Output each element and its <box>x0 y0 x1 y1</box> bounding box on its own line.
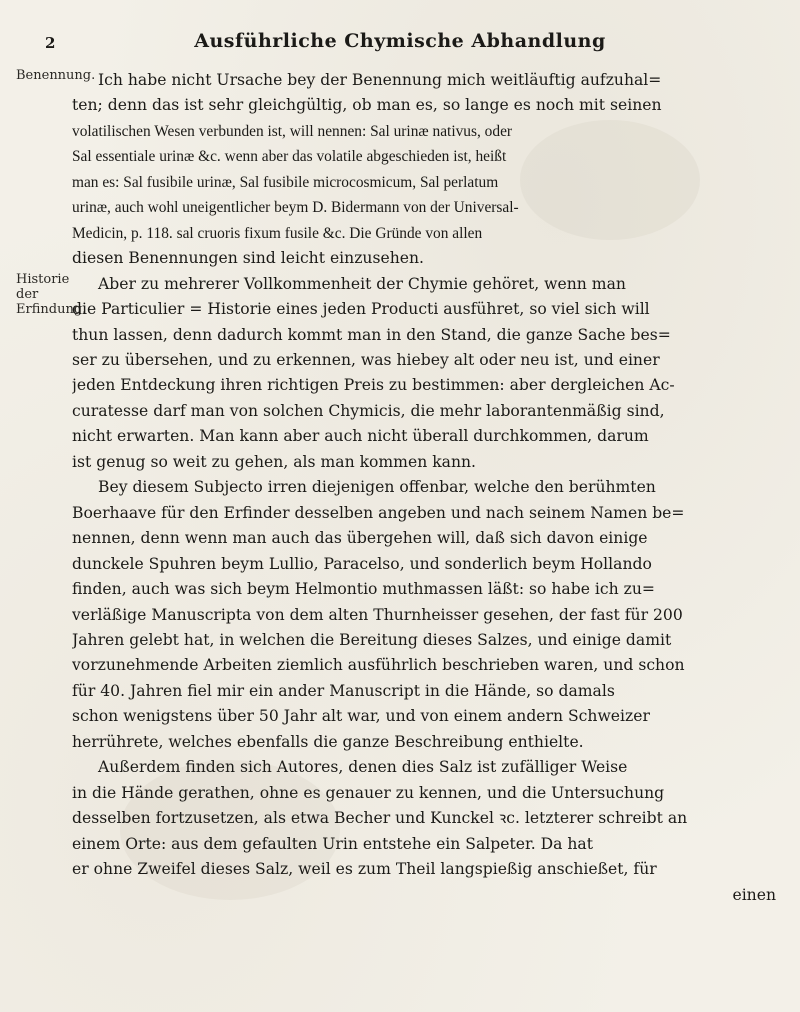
text-line: einem Orte: aus dem gefaulten Urin entstehe ein Salpeter. Da hat <box>72 834 593 853</box>
margin-note-benennung: Benennung. <box>16 68 96 83</box>
text-line: Außerdem finden sich Autores, denen dies Salz ist zufälliger Weise <box>98 758 628 777</box>
text-line: ser zu übersehen, und zu erkennen, was hiebey alt oder neu ist, und einer <box>72 350 660 369</box>
text-line: ten; denn das ist sehr gleichgültig, ob man es, so lange es noch mit seinen <box>72 96 662 115</box>
text-line: Medicin, p. 118. sal cruoris fixum fusile &c. Die Gründe von allen <box>72 224 483 242</box>
text-line: diesen Benennungen sind leicht einzusehen. <box>72 249 424 268</box>
margin-note-historie: Historie der Erfindung. <box>16 272 87 317</box>
text-line: jeden Entdeckung ihren richtigen Preis zu bestimmen: aber dergleichen Ac- <box>72 376 675 395</box>
text-line: finden, auch was sich beym Helmontio muthmassen läßt: so habe ich zu= <box>72 580 655 599</box>
text-line: man es: Sal fusibile urinæ, Sal fusibile microcosmicum, Sal perlatum <box>72 173 499 191</box>
text-line: in die Hände gerathen, ohne es genauer zu kennen, und die Untersuchung <box>72 783 665 802</box>
text-line: Aber zu mehrerer Vollkommenheit der Chymie gehöret, wenn man <box>98 274 626 293</box>
text-line: thun lassen, denn dadurch kommt man in den Stand, die ganze Sache bes= <box>72 325 671 344</box>
text-line: nicht erwarten. Man kann aber auch nicht überall durchkommen, darum <box>72 427 649 446</box>
text-line: Sal essentiale urinæ &c. wenn aber das volatile abgeschieden ist, heißt <box>72 148 507 166</box>
page-header <box>0 20 800 60</box>
text-line: ist genug so weit zu gehen, als man kommen kann. <box>72 452 476 471</box>
text-line: curatesse darf man von solchen Chymicis, die mehr laborantenmäßig sind, <box>72 401 665 420</box>
text-line: vorzunehmende Arbeiten ziemlich ausführlich beschrieben waren, und schon <box>72 656 685 675</box>
text-line: volatilischen Wesen verbunden ist, will nennen: Sal urinæ nativus, oder <box>72 122 513 140</box>
text-line: Ich habe nicht Ursache bey der Benennung mich weitläuftig aufzuhal= <box>98 71 662 89</box>
text-line: für 40. Jahren fiel mir ein ander Manuscript in die Hände, so damals <box>72 681 615 700</box>
text-line: dunckele Spuhren beym Lullio, Paracelso, und sonderlich beym Hollando <box>72 554 652 573</box>
page-number: 2 <box>45 34 56 52</box>
text-line: er ohne Zweifel dieses Salz, weil es zum Theil langspießig anschießet, für <box>72 860 657 879</box>
text-line: Jahren gelebt hat, in welchen die Bereitung dieses Salzes, und einige damit <box>72 630 672 649</box>
text-line: schon wenigstens über 50 Jahr alt war, und von einem andern Schweizer <box>72 707 650 726</box>
text-line: herrührete, welches ebenfalls die ganze Beschreibung enthielte. <box>72 732 584 751</box>
text-line: die Particulier = Historie eines jeden Producti ausführet, so viel sich will <box>72 300 650 319</box>
body-text <box>72 68 776 908</box>
text-line: desselben fortzusetzen, als etwa Becher und Kunckel ꝛc. letzterer schreibt an <box>72 809 688 828</box>
catchword: einen <box>732 885 776 904</box>
running-head: Ausführliche Chymische Abhandlung <box>194 30 606 52</box>
text-line: nennen, denn wenn man auch das übergehen will, daß sich davon einige <box>72 529 648 548</box>
text-line: Bey diesem Subjecto irren diejenigen offenbar, welche den berühmten <box>98 478 656 497</box>
text-line: urinæ, auch wohl uneigentlicher beym D. Bidermann von der Universal- <box>72 199 519 217</box>
text-line: verläßige Manuscripta von dem alten Thurnheisser gesehen, der fast für 200 <box>72 605 683 624</box>
text-line: Boerhaave für den Erfinder desselben angeben und nach seinem Namen be= <box>72 503 685 522</box>
